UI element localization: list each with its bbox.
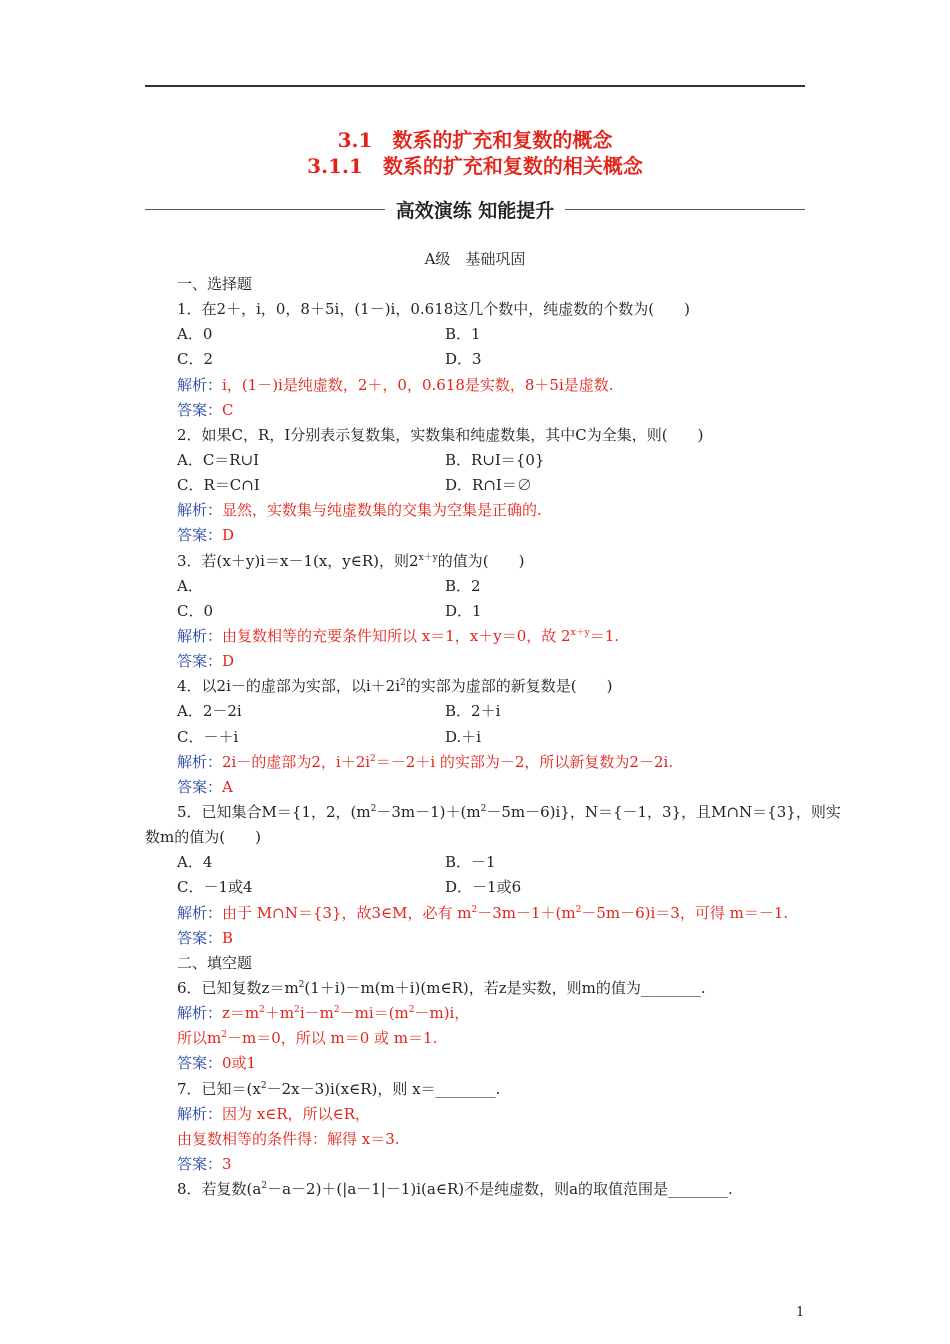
option-d: D．1 [445,601,482,620]
question-1-options-ab [145,322,810,347]
answer-value: 3 [222,1154,232,1173]
subsection-title: 3.1.1 数系的扩充和复数的相关概念 [307,154,643,178]
superscript: x＋y [570,627,590,638]
analysis-text: 2i－的虚部为2，i＋2i [222,752,371,771]
stem-text: 7．已知＝(x [177,1079,261,1098]
option-a: A．4 [177,853,213,872]
question-6-analysis-line2 [145,1026,810,1051]
superscript: 2 [298,979,305,990]
question-4-stem [145,674,810,699]
analysis-label: 解析： [177,626,223,645]
question-2-options-cd [145,473,810,498]
analysis-text: ＝1. [589,626,620,645]
question-1-answer [145,398,810,423]
superscript: 2 [480,803,487,814]
superscript: 2 [333,1005,340,1016]
answer-value: 0或1 [222,1054,257,1073]
question-3-options-ab [145,574,810,599]
question-1-analysis [145,373,810,398]
analysis-text: －3m－1＋(m [477,903,576,922]
analysis-text: 由于 M∩N＝{3}，故3∈M，必有 m [222,903,472,922]
question-2-stem: 2．如果C，R，I分别表示复数集，实数集和纯虚数集，其中C为全集，则( ) [177,425,704,444]
analysis-text: －5m－6)i＝3，可得 m＝－1. [581,903,789,922]
stem-text: 6．已知复数z＝m [177,978,299,997]
option-b: B．－1 [445,853,496,872]
answer-label: 答案： [177,652,223,671]
analysis-text: 由复数相等的充要条件知所以 x＝1，x＋y＝0，故 2 [222,626,571,645]
superscript: 2 [221,1030,227,1041]
question-5-answer [145,926,810,951]
option-d: D．3 [445,350,482,369]
option-a: A．C＝R∪I [177,450,260,469]
section-heading-fill: 二、填空题 [177,953,253,972]
analysis-text: －mi＝(m [339,1004,409,1023]
superscript: 2 [370,753,376,764]
superscript: 2 [408,1005,415,1016]
answer-value: C [222,400,234,419]
option-b: B．1 [445,325,481,344]
option-b: B．2＋i [445,702,501,721]
analysis-label: 解析： [177,903,223,922]
stem-text: (1＋i)－m(m＋i)(m∈R)，若z是实数，则m的值为________. [304,978,706,997]
answer-label: 答案： [177,777,223,796]
question-3-stem [145,549,810,574]
analysis-label: 解析： [177,375,223,394]
question-7-analysis-line2: 由复数相等的条件得：解得 x＝3. [177,1129,400,1148]
option-d: D.＋i [445,727,482,746]
stem-text: 3．若(x＋y)i＝x－1(x，y∈R)，则2 [177,551,419,570]
question-6-answer [145,1051,810,1076]
superscript: 2 [400,678,406,689]
analysis-text: －m)i， [414,1004,470,1023]
option-c: C．0 [177,601,214,620]
analysis-label: 解析： [177,1104,223,1123]
question-7-stem [145,1077,810,1102]
question-1-options-cd [145,347,810,372]
answer-label: 答案： [177,928,223,947]
stem-text: －5m－6)i}，N＝{－1，3}，且M∩N＝{3}，则实 [486,802,841,821]
option-d: D．－1或6 [445,878,522,897]
answer-value: D [222,652,235,671]
analysis-text: 因为 x∈R，所以∈R， [222,1104,371,1123]
analysis-text: z＝m [222,1004,260,1023]
question-5-stem-line2: 数m的值为( ) [145,828,261,847]
banner-text: 高效演练 知能提升 [395,200,555,222]
analysis-text: ＝－2＋i 的实部为－2，所以新复数为2－2i. [375,752,674,771]
stem-text: 的值为( ) [437,551,525,570]
option-c: C．－1或4 [177,878,253,897]
stem-text: 8．若复数(a [177,1180,262,1199]
section-heading-choice: 一、选择题 [177,275,253,293]
superscript: 2 [471,904,478,915]
option-b: B．2 [445,576,481,595]
analysis-text: i－m [299,1004,334,1023]
answer-value: A [222,777,233,796]
stem-text: －2x－3)i(x∈R)，则 x＝________. [266,1079,501,1098]
exercise-content [145,272,841,1202]
option-a: A． [177,576,203,595]
page-number: 1 [796,1305,805,1320]
banner [145,196,805,224]
analysis-text: 所以m [177,1029,222,1048]
question-6-stem [145,976,810,1001]
question-5-options-cd [145,875,810,900]
question-5-options-ab [145,850,810,875]
option-c: C．R＝C∩I [177,476,260,495]
option-a: A．2－2i [177,702,242,721]
analysis-text: i，(1－)i是纯虚数，2＋，0，0.618是实数，8＋5i是虚数. [222,375,614,394]
question-7-analysis-line1 [145,1102,810,1127]
superscript: 2 [261,1181,268,1192]
superscript: 2 [575,904,582,915]
option-c: C．2 [177,350,214,369]
option-c: C．－＋i [177,727,239,746]
answer-label: 答案： [177,1154,223,1173]
superscript: 2 [294,1005,300,1016]
question-2-analysis [145,498,810,523]
question-5-analysis [145,901,810,926]
question-6-analysis-line1 [145,1001,810,1026]
question-1-stem: 1．在2＋，i，0，8＋5i，(1－)i，0.618这几个数中，纯虚数的个数为( ) [177,300,691,319]
question-3-options-cd [145,599,810,624]
section-title: 3.1 数系的扩充和复数的概念 [337,128,613,152]
superscript: 2 [260,1080,267,1091]
level-heading: A级 基础巩固 [424,250,526,268]
question-3-answer [145,649,810,674]
analysis-text: －m＝0，所以 m＝0 或 m＝1. [226,1029,438,1048]
question-2-options-ab [145,448,810,473]
analysis-label: 解析： [177,501,223,520]
answer-label: 答案： [177,526,223,545]
analysis-text: 显然，实数集与纯虚数集的交集为空集是正确的. [222,501,542,520]
question-7-answer [145,1152,810,1177]
question-2-answer [145,523,810,548]
question-4-answer [145,775,810,800]
analysis-label: 解析： [177,752,223,771]
answer-value: B [222,928,234,947]
superscript: 2 [370,803,377,814]
option-b: B．R∪I＝{0} [445,450,545,469]
stem-text: 4．以2i－的虚部为实部，以i＋2i [177,677,401,696]
superscript: 2 [259,1005,265,1016]
answer-value: D [222,526,235,545]
option-a: A．0 [177,325,213,344]
stem-text: －3m－1)＋(m [376,802,481,821]
analysis-label: 解析： [177,1004,223,1023]
top-rule [145,85,805,87]
answer-label: 答案： [177,1054,223,1073]
question-4-options-cd [145,725,810,750]
option-d: D．R∩I＝∅ [445,476,532,495]
stem-text: 的实部为虚部的新复数是( ) [405,677,613,696]
question-3-analysis [145,624,810,649]
superscript: x＋y [418,552,438,563]
banner-line-right [565,209,805,210]
stem-text: 5．已知集合M＝{1，2，(m [177,802,371,821]
question-8-stem [145,1177,810,1202]
answer-label: 答案： [177,400,223,419]
question-5-stem-line1 [145,800,841,825]
question-4-analysis [145,750,810,775]
stem-text: －a－2)＋(|a－1|－1)i(a∈R)不是纯虚数，则a的取值范围是________. [267,1180,733,1199]
analysis-text: ＋m [264,1004,295,1023]
question-4-options-ab [145,699,810,724]
